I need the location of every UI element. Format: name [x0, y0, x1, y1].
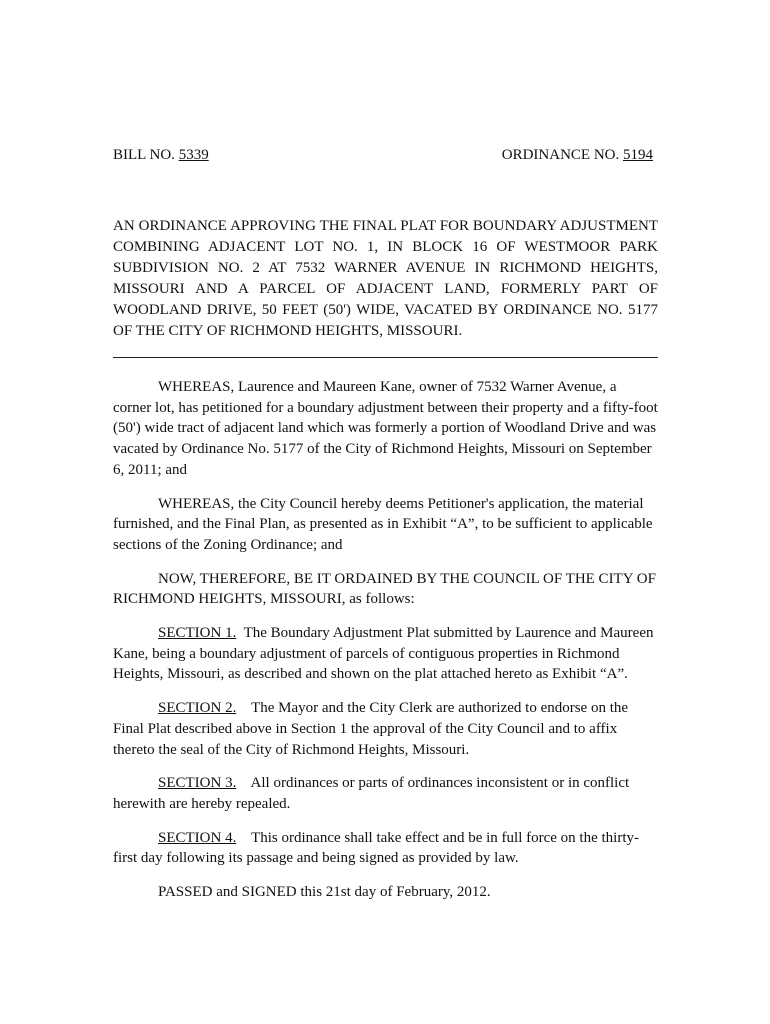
section-4-paragraph	[113, 828, 658, 869]
section-2-paragraph	[113, 698, 658, 760]
section-3-paragraph	[113, 773, 658, 814]
bill-prefix: BILL NO.	[113, 147, 175, 163]
whereas-paragraph-2: WHEREAS, the City Council hereby deems Petitioner's application, the material furnished, and the Final Plan, as presented as in Exhibit “A”, to be sufficient to applicable sections of the Zoning Ordinance; and	[113, 495, 653, 553]
ordinance-number-line	[502, 147, 653, 164]
section-1-label: SECTION 1.	[158, 625, 237, 642]
ordinance-prefix: ORDINANCE NO.	[501, 147, 620, 163]
section-2-text: The Mayor and the City Clerk are authorized to endorse on the Final Plat described above in Section 1 the approval of the City Council and to affix thereto the seal of the City of Richmond Heights, Missouri.	[113, 700, 629, 758]
section-1-text: The Boundary Adjustment Plat submitted by Laurence and Maureen Kane, being a boundary adjustment of parcels of contiguous properties in Richmond Heights, Missouri, as described and shown on the plat attached hereto as Exhibit “A”.	[113, 625, 654, 683]
section-4-label: SECTION 4.	[158, 829, 237, 846]
section-2-label: SECTION 2.	[158, 700, 237, 717]
bill-number-line	[113, 147, 209, 164]
section-3-text: All ordinances or parts of ordinances inconsistent or in conflict herewith are hereby repealed.	[113, 775, 630, 812]
document-header	[113, 147, 653, 169]
passed-and-signed-line: PASSED and SIGNED this 21st day of February, 2012.	[158, 884, 491, 901]
ordinance-body	[113, 377, 658, 916]
whereas-paragraph-1: WHEREAS, Laurence and Maureen Kane, owner of 7532 Warner Avenue, a corner lot, has petitioned for a boundary adjustment between their property and a fifty-foot (50') wide tract of adjacent land which was formerly a portion of Woodland Drive and was vacated by Ordinance No. 5177 of the City of Richmond Heights, Missouri on September 6, 2011; and	[113, 379, 658, 478]
bill-number: 5339	[178, 147, 209, 163]
ordinance-title: AN ORDINANCE APPROVING THE FINAL PLAT FOR BOUNDARY ADJUSTMENT COMBINING ADJACENT LOT NO. 1, IN BLOCK 16 OF WESTMOOR PARK SUBDIVISION NO. 2 AT 7532 WARNER AVENUE IN RICHMOND HEIGHTS, MISSOURI AND A PARCEL OF ADJACENT LAND, FORMERLY PART OF WOODLAND DRIVE, 50 FEET (50') WIDE, VACATED BY ORDINANCE NO. 5177 OF THE CITY OF RICHMOND HEIGHTS, MISSOURI.	[113, 218, 658, 339]
divider-line	[113, 357, 658, 358]
section-1-paragraph	[113, 623, 658, 685]
ordinance-number: 5194	[623, 147, 653, 163]
section-4-text: This ordinance shall take effect and be in full force on the thirty-first day following its passage and being signed as provided by law.	[113, 829, 639, 867]
section-3-label: SECTION 3.	[158, 775, 237, 792]
now-therefore-paragraph: NOW, THEREFORE, BE IT ORDAINED BY THE COUNCIL OF THE CITY OF RICHMOND HEIGHTS, MISSOURI, as follows:	[113, 570, 656, 608]
